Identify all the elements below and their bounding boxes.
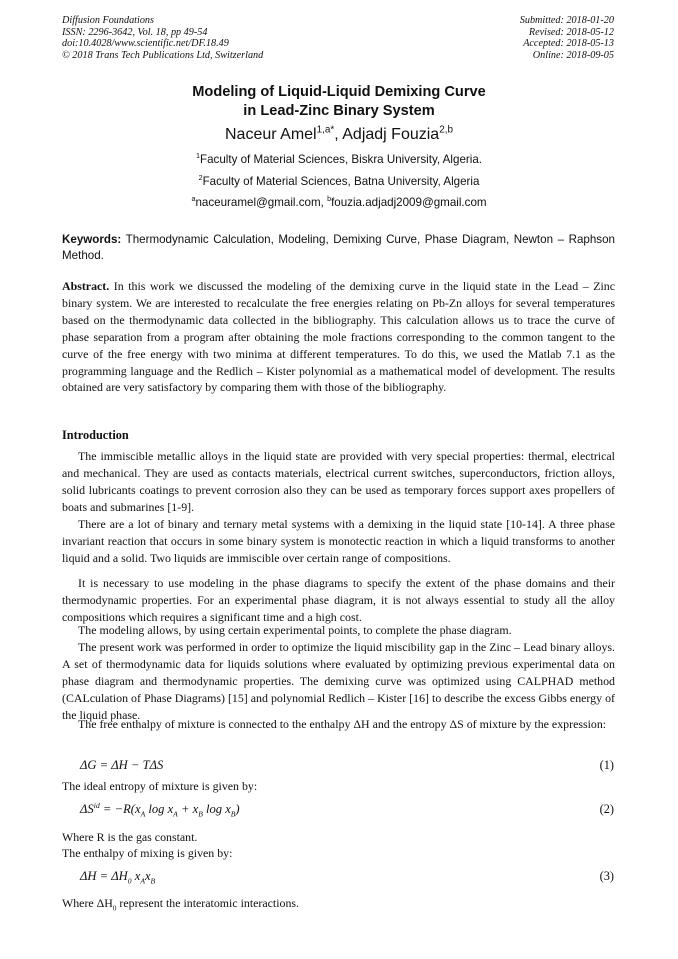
journal-header-right: [520, 15, 614, 61]
eq3-sub-0: 0: [127, 876, 132, 886]
section-heading-introduction: Introduction: [62, 428, 129, 442]
author-emails: [0, 196, 678, 210]
email-b-mark: b: [327, 194, 332, 204]
gas-constant-note: Where R is the gas constant.: [62, 830, 198, 844]
journal-doi: doi:10.4028/www.scientific.net/DF.18.49: [62, 38, 229, 50]
affiliation-1-mark: 1: [196, 151, 200, 161]
equation-1-number: (1): [599, 758, 614, 772]
date-online: Online: 2018-09-05: [532, 49, 614, 61]
date-submitted: Submitted: 2018-01-20: [519, 15, 614, 26]
journal-copyright: © 2018 Trans Tech Publications Ltd, Switzerland: [62, 49, 264, 61]
intro-paragraph-5: The present work was performed in order to optimize the liquid miscibility gap in the Zinc – Lead binary alloys. A set of thermodynamic data for liquids solutions where evaluated by optimizing previous experimental data on phase diagram and thermodynamic properties. The demixing curve was optimized using CALPHAD method (CALculation of Phase Diagrams) [15] and polynomial Redlich – Kister [16] to describe the excess Gibbs energy of the liquid phase.: [62, 640, 615, 722]
date-accepted: Accepted: 2018-05-13: [523, 38, 614, 50]
eq3-sub-b: B: [150, 876, 156, 886]
author-1: Naceur Amel: [225, 126, 317, 143]
eq2-sub-b: B: [198, 809, 203, 819]
intro-paragraph-6: The free enthalpy of mixture is connected to the enthalpy ΔH and the entropy ΔS of mixture by the expression:: [78, 717, 607, 731]
email-a[interactable]: naceuramel@gmail.com,: [195, 196, 328, 209]
eq2-superscript: id: [93, 800, 100, 810]
interatomic-note-pre: Where ΔH: [62, 896, 113, 910]
intro-paragraph-4: The modeling allows, by using certain experimental points, to complete the phase diagram.: [78, 623, 512, 637]
date-revised: Revised: 2018-05-12: [528, 26, 614, 38]
title-line-2: in Lead-Zinc Binary System: [243, 103, 435, 119]
author-2-affil: 2,b: [439, 124, 453, 136]
journal-header-left: [62, 15, 263, 61]
eq3-sub-a: A: [140, 876, 145, 886]
intro-paragraph-3: It is necessary to use modeling in the phase diagrams to specify the extent of the phase domains and their thermodynamic properties. For an experimental phase diagram, it is not always essential to study all the alloy compositions which requires a significant time and a high cost.: [62, 576, 615, 624]
affiliation-1-text: Faculty of Material Sciences, Biskra University, Algeria.: [200, 153, 482, 166]
equation-2-intro: The ideal entropy of mixture is given by:: [62, 779, 258, 793]
email-a-mark: a: [191, 194, 196, 204]
eq3-x1: x: [131, 869, 141, 883]
title-line-1: Modeling of Liquid-Liquid Demixing Curve: [192, 84, 486, 100]
keywords-text: Thermodynamic Calculation, Modeling, Demixing Curve, Phase Diagram, Newton – Raphson Method.: [62, 233, 615, 262]
affiliation-2-mark: 2: [198, 173, 203, 183]
affiliation-2-text: Faculty of Material Sciences, Batna University, Algeria: [202, 175, 480, 188]
interatomic-note-post: represent the interatomic interactions.: [116, 896, 300, 910]
intro-paragraph-2: There are a lot of binary and ternary metal systems with a demixing in the liquid state [10-14]. A three phase invariant reaction that occurs in some binary system is monotectic reaction in which a liquid transforms to another liquid and a solid. Two liquids are immiscible over certain range of compositions.: [62, 517, 615, 565]
equation-2-number: (2): [599, 802, 614, 816]
affiliation-1: [0, 153, 678, 167]
author-list: [0, 125, 678, 145]
eq2-sub-a: A: [140, 809, 146, 819]
paper-title: [0, 83, 678, 121]
eq2-part-1: = −R(x: [99, 802, 141, 816]
equation-3-intro: The enthalpy of mixing is given by:: [62, 846, 233, 860]
author-separator: ,: [334, 126, 343, 143]
equation-3-number: (3): [599, 869, 614, 883]
affiliation-2: [0, 175, 678, 189]
intro-paragraph-1: The immiscible metallic alloys in the liquid state are provided with very special properties: thermal, electrical and mechanical. They are used as contacts materials, electrical current switches, superconductors, friction alloys, solid lubricants coatings to prevent corrosion also they can be used as temporary forces support axes propellers of boats and submarines [1-9].: [62, 449, 615, 514]
eq2-part-4: log x: [202, 802, 231, 816]
equation-2: [80, 802, 240, 817]
abstract-label: Abstract.: [62, 279, 110, 293]
journal-issn: ISSN: 2296-3642, Vol. 18, pp 49-54: [62, 26, 208, 38]
equation-1: ΔG = ΔH − TΔS: [80, 758, 164, 772]
interatomic-note: [62, 895, 615, 912]
eq2-sub-b2: B: [230, 809, 236, 819]
keywords: [62, 232, 615, 264]
eq2-part-3: + x: [177, 802, 199, 816]
eq2-lhs: ΔS: [80, 802, 94, 816]
eq2-part-2: log x: [145, 802, 174, 816]
eq3-x2: x: [144, 869, 151, 883]
author-1-affil: 1,a*: [316, 124, 335, 136]
abstract-text: In this work we discussed the modeling of the demixing curve in the liquid state in the Lead – Zinc binary system. We are interested to recalculate the free energies relating on Pb-Zn alloys for several temperatures based on the thermodynamic data collected in the bibliography. This calculation allows us to trace the curve of phase separation from a program after obtaining the mole fractions corresponding to the common tangent to the curve of the free energy with two minima at different temperatures. To do this, we used the Matlab 7.1 as the programming language and the Redlich – Kister polynomial as a mathematical model of development. The results obtained are very satisfactory by comparing them with those of the bibliography.: [62, 279, 615, 395]
eq3-lhs: ΔH = ΔH: [80, 869, 128, 883]
abstract: [62, 278, 615, 396]
equation-3: [80, 869, 155, 884]
author-2: Adjadj Fouzia: [342, 126, 440, 143]
eq2-sub-a2: A: [173, 809, 178, 819]
interatomic-note-sub: 0: [112, 904, 117, 913]
keywords-label: Keywords:: [62, 233, 122, 246]
journal-name: Diffusion Foundations: [62, 15, 154, 26]
email-b[interactable]: fouzia.adjadj2009@gmail.com: [331, 196, 487, 209]
eq2-part-5: ): [235, 802, 240, 816]
